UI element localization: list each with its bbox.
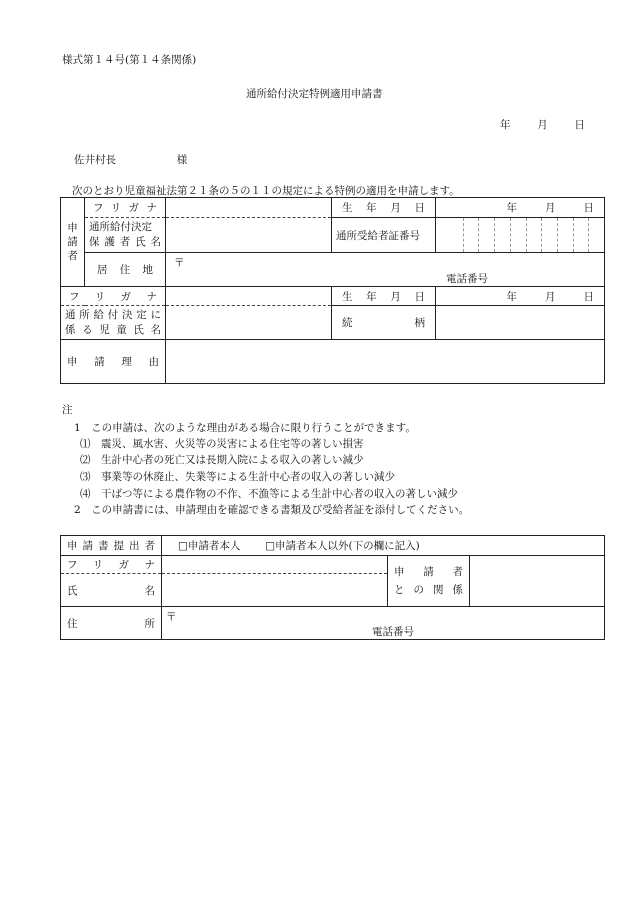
birth-label: 生年月日 bbox=[332, 198, 436, 218]
child-birth-label: 生年月日 bbox=[332, 287, 436, 306]
intro-text: 次のとおり児童福祉法第２１条の５の１１の規定による特例の適用を申請します。 bbox=[72, 185, 460, 197]
phone-label: 電話番号 bbox=[446, 273, 488, 285]
date-year: 年 bbox=[500, 119, 511, 131]
relation-label: 続柄 bbox=[332, 306, 436, 340]
reason-input[interactable] bbox=[166, 340, 605, 384]
relation-input[interactable] bbox=[436, 306, 605, 340]
page-title: 通所給付決定特例適用申請書 bbox=[246, 88, 383, 100]
note-item: ⑶ 事業等の休廃止、失業等による生計中心者の収入の著しい減少 bbox=[80, 471, 395, 483]
addressee bbox=[74, 152, 187, 167]
form-number: 様式第１４号(第１４条関係) bbox=[62, 54, 197, 66]
submitter-relation-input[interactable] bbox=[470, 556, 605, 607]
postal-mark: 〒 bbox=[174, 257, 185, 269]
submitter-address-input[interactable] bbox=[162, 607, 605, 640]
applicant-group-label: 申請者 bbox=[61, 198, 85, 287]
submitter-furigana-label: フリガナ bbox=[61, 556, 162, 574]
submitter-label: 申請書提出者 bbox=[61, 536, 162, 556]
option-self-checkbox[interactable]: □申請者本人 bbox=[178, 540, 241, 552]
applicant-table bbox=[60, 197, 605, 384]
submitter-furigana-input[interactable] bbox=[162, 556, 388, 574]
addressee-name: 佐井村長 bbox=[74, 154, 116, 166]
guardian-name-label: 通所給付決定 保護者氏名 bbox=[85, 218, 166, 253]
note-item: ⑴ 震災、風水害、火災等の災害による住宅等の著しい損害 bbox=[80, 438, 364, 450]
birth-value[interactable]: 年 月 日 bbox=[436, 198, 605, 218]
reason-label: 申請理由 bbox=[61, 340, 166, 384]
child-birth-value[interactable]: 年 月 日 bbox=[436, 287, 605, 306]
address-input[interactable] bbox=[166, 253, 605, 287]
furigana-label: フリガナ bbox=[85, 198, 166, 218]
child-furigana-label: フリガナ bbox=[61, 287, 166, 306]
cert-number-label: 通所受給者証番号 bbox=[332, 218, 436, 253]
date-line bbox=[500, 117, 585, 132]
submitter-relation-label: 申請者 との関係 bbox=[388, 556, 470, 607]
note-item: 1 この申請は、次のような理由がある場合に限り行うことができます。 bbox=[74, 422, 416, 434]
child-furigana-input[interactable] bbox=[166, 287, 332, 306]
submitter-options bbox=[162, 536, 605, 556]
submitter-table bbox=[60, 535, 605, 640]
submitter-address-label: 住所 bbox=[61, 607, 162, 640]
submitter-phone-label: 電話番号 bbox=[372, 626, 414, 638]
notes-heading: 注 bbox=[62, 404, 73, 416]
submitter-postal-mark: 〒 bbox=[166, 611, 177, 623]
child-name-input[interactable] bbox=[166, 306, 332, 340]
date-month: 月 bbox=[537, 119, 548, 131]
addressee-honorific: 様 bbox=[176, 154, 188, 166]
date-day: 日 bbox=[574, 119, 585, 131]
guardian-name-input[interactable] bbox=[166, 218, 332, 253]
note-item: ⑵ 生計中心者の死亡又は長期入院による収入の著しい減少 bbox=[80, 454, 364, 466]
option-other-checkbox[interactable]: □申請者本人以外(下の欄に記入) bbox=[265, 540, 420, 552]
submitter-name-input[interactable] bbox=[162, 574, 388, 607]
furigana-input[interactable] bbox=[166, 198, 332, 218]
note-item: 2 この申請書には、申請理由を確認できる書類及び受給者証を添付してください。 bbox=[74, 504, 470, 516]
child-name-label: 通所給付決定に 係る児童氏名 bbox=[61, 306, 166, 340]
cert-number-input[interactable] bbox=[436, 218, 605, 253]
submitter-name-label: 氏名 bbox=[61, 574, 162, 607]
address-label: 居住地 bbox=[85, 253, 166, 287]
note-item: ⑷ 干ばつ等による農作物の不作、不漁等による生計中心者の収入の著しい減少 bbox=[80, 488, 458, 500]
